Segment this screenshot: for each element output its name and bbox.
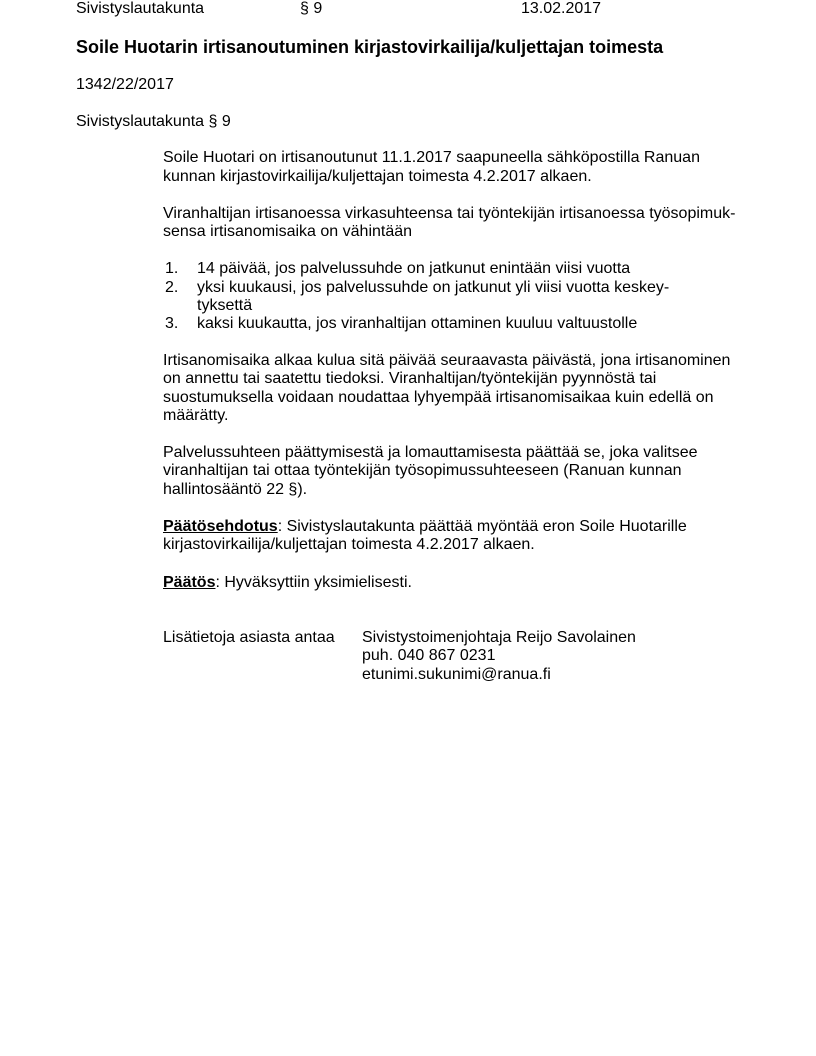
header-body: Sivistyslautakunta: [76, 0, 205, 17]
list-item: yksi kuukausi, jos palvelussuhde on jatkunut yli viisi vuotta keskey-: [197, 279, 670, 296]
section-ref: Sivistyslautakunta § 9: [76, 113, 231, 130]
proposal-text: : Sivistyslautakunta päättää myöntää eron Soile Huotarille: [277, 518, 687, 535]
list-item: tyksettä: [197, 297, 253, 314]
text-line: suostumuksella voidaan noudattaa lyhyempää irtisanomisaikaa kuin edellä on: [163, 389, 714, 406]
header-date: 13.02.2017: [521, 0, 602, 17]
text-line: Palvelussuhteen päättymisestä ja lomauttamisesta päättää se, joka valitsee: [163, 444, 698, 461]
case-number: 1342/22/2017: [76, 76, 174, 93]
decision: [163, 574, 412, 592]
text-line: kunnan kirjastovirkailija/kuljettajan toimesta 4.2.2017 alkaen.: [163, 168, 592, 185]
list-number: 3.: [165, 315, 179, 332]
contact-name: Sivistystoimenjohtaja Reijo Savolainen: [362, 629, 636, 646]
list-number: 1.: [165, 260, 179, 277]
contact-phone: puh. 040 867 0231: [362, 647, 496, 664]
contact-email: etunimi.sukunimi@ranua.fi: [362, 666, 551, 683]
list-number: 2.: [165, 279, 179, 296]
list-item: kaksi kuukautta, jos viranhaltijan ottaminen kuuluu valtuustolle: [197, 315, 638, 332]
proposal-label: Päätösehdotus: [163, 518, 278, 535]
contact-label: Lisätietoja asiasta antaa: [163, 629, 335, 646]
text-line: sensa irtisanomisaika on vähintään: [163, 223, 413, 240]
text-line: Viranhaltijan irtisanoessa virkasuhteensa tai työntekijän irtisanoessa työsopimuk-: [163, 205, 736, 222]
text-line: Irtisanomisaika alkaa kulua sitä päivää seuraavasta päivästä, jona irtisanominen: [163, 352, 731, 369]
list-item: 14 päivää, jos palvelussuhde on jatkunut enintään viisi vuotta: [197, 260, 631, 277]
header-section: § 9: [300, 0, 323, 17]
text-line: hallintosääntö 22 §).: [163, 481, 308, 498]
text-line: viranhaltijan tai ottaa työntekijän työsopimussuhteeseen (Ranuan kunnan: [163, 462, 682, 479]
text-line: on annettu tai saatettu tiedoksi. Viranhaltijan/työntekijän pyynnöstä tai: [163, 370, 657, 387]
text-line: määrätty.: [163, 407, 229, 424]
decision-text: : Hyväksyttiin yksimielisesti.: [215, 574, 412, 591]
page-title: Soile Huotarin irtisanoutuminen kirjastovirkailija/kuljettajan toimesta: [76, 37, 664, 57]
text-line: Soile Huotari on irtisanoutunut 11.1.2017 saapuneella sähköpostilla Ranuan: [163, 149, 700, 166]
proposal-text: kirjastovirkailija/kuljettajan toimesta 4.2.2017 alkaen.: [163, 536, 535, 553]
decision-label: Päätös: [163, 574, 216, 591]
